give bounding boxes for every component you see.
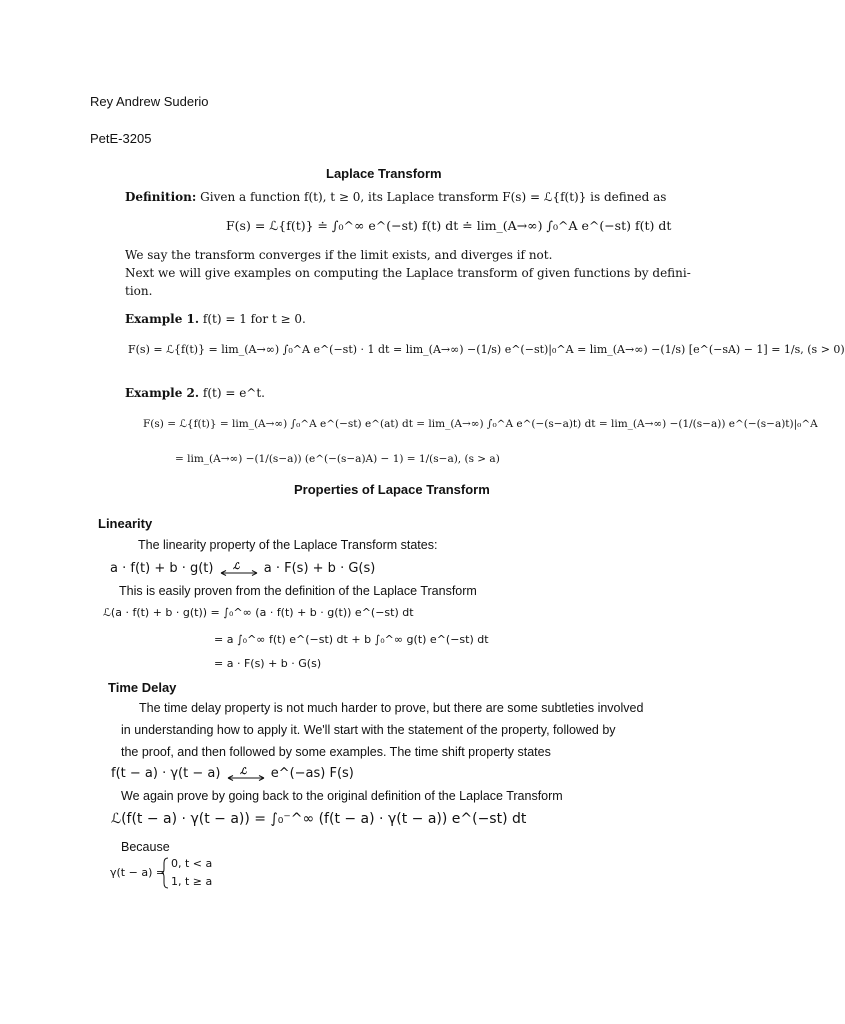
- time-delay-para-line1: The time delay property is not much harder to prove, but there are some subtleties involved: [139, 701, 644, 715]
- time-delay-statement: [111, 766, 354, 781]
- example2-line1: F(s) = ℒ{f(t)} = lim_(A→∞) ∫₀^A e^(−st) e^(at) dt = lim_(A→∞) ∫₀^A e^(−(s−a)t) dt = lim_(A→∞) −(1/(s−a)) e^(−(s−a)t)|₀^A: [143, 418, 818, 430]
- example1-formula: F(s) = ℒ{f(t)} = lim_(A→∞) ∫₀^A e^(−st) · 1 dt = lim_(A→∞) −(1/s) e^(−st)|₀^A = lim_(A→∞) −(1/s) [e^(−sA) − 1] = 1/s, (s > 0): [128, 343, 845, 356]
- gamma-case-1: 0, t < a: [171, 857, 213, 870]
- example2-label: Example 2.: [125, 386, 200, 400]
- definition-converges: We say the transform converges if the limit exists, and diverges if not.: [125, 248, 553, 262]
- time-delay-statement-right: e^(−as) F(s): [270, 766, 354, 781]
- gamma-definition-left: γ(t − a) =: [110, 866, 166, 879]
- definition-next-line2: tion.: [125, 284, 153, 298]
- svg-text:ℒ: ℒ: [232, 561, 240, 572]
- linearity-proof-line3: = a · F(s) + b · G(s): [214, 657, 322, 670]
- linearity-heading: Linearity: [98, 516, 153, 531]
- curly-brace-icon: [161, 857, 169, 889]
- linearity-statement: [110, 561, 375, 576]
- author-name: Rey Andrew Suderio: [90, 94, 209, 109]
- time-delay-heading: Time Delay: [108, 680, 177, 695]
- definition-text: Given a function f(t), t ≥ 0, its Laplace transform F(s) = ℒ{f(t)} is defined as: [200, 190, 667, 204]
- time-delay-statement-left: f(t − a) · γ(t − a): [111, 766, 221, 781]
- definition-next-line1: Next we will give examples on computing the Laplace transform of given functions by defini-: [125, 266, 691, 280]
- gamma-case-2: 1, t ≥ a: [171, 875, 213, 888]
- example1-statement-row: [125, 312, 306, 326]
- linearity-proof-line1: ℒ(a · f(t) + b · g(t)) = ∫₀^∞ (a · f(t) + b · g(t)) e^(−st) dt: [103, 606, 414, 619]
- example2-statement: f(t) = e^t.: [202, 386, 265, 400]
- properties-title: Properties of Lapace Transform: [294, 482, 490, 497]
- time-delay-proof-line: ℒ(f(t − a) · γ(t − a)) = ∫₀⁻^∞ (f(t − a) · γ(t − a)) e^(−st) dt: [111, 811, 527, 827]
- definition-formula: F(s) = ℒ{f(t)} ≐ ∫₀^∞ e^(−st) f(t) dt ≐ lim_(A→∞) ∫₀^A e^(−st) f(t) dt: [226, 218, 672, 233]
- laplace-double-arrow-icon: [218, 563, 260, 575]
- course-code: PetE-3205: [90, 131, 152, 146]
- definition-label: Definition:: [125, 190, 197, 204]
- linearity-statement-left: a · f(t) + b · g(t): [110, 561, 214, 576]
- linearity-statement-right: a · F(s) + b · G(s): [263, 561, 376, 576]
- linearity-proof-line2: = a ∫₀^∞ f(t) e^(−st) dt + b ∫₀^∞ g(t) e^(−st) dt: [214, 633, 489, 646]
- page-title: Laplace Transform: [326, 166, 442, 181]
- time-delay-proof-intro: We again prove by going back to the original definition of the Laplace Transform: [121, 789, 563, 803]
- example1-statement: f(t) = 1 for t ≥ 0.: [202, 312, 306, 326]
- linearity-proof-intro: This is easily proven from the definition of the Laplace Transform: [119, 584, 477, 598]
- svg-text:ℒ: ℒ: [239, 766, 247, 777]
- because-label: Because: [121, 840, 170, 854]
- linearity-intro: The linearity property of the Laplace Transform states:: [138, 538, 438, 552]
- example2-line2: = lim_(A→∞) −(1/(s−a)) (e^(−(s−a)A) − 1) = 1/(s−a), (s > a): [175, 453, 500, 465]
- definition-paragraph: [125, 190, 666, 204]
- example2-statement-row: [125, 386, 265, 400]
- laplace-double-arrow-icon: [225, 768, 267, 780]
- time-delay-para-line2: in understanding how to apply it. We'll start with the statement of the property, followed by: [121, 723, 616, 737]
- example1-label: Example 1.: [125, 312, 200, 326]
- time-delay-para-line3: the proof, and then followed by some examples. The time shift property states: [121, 745, 551, 759]
